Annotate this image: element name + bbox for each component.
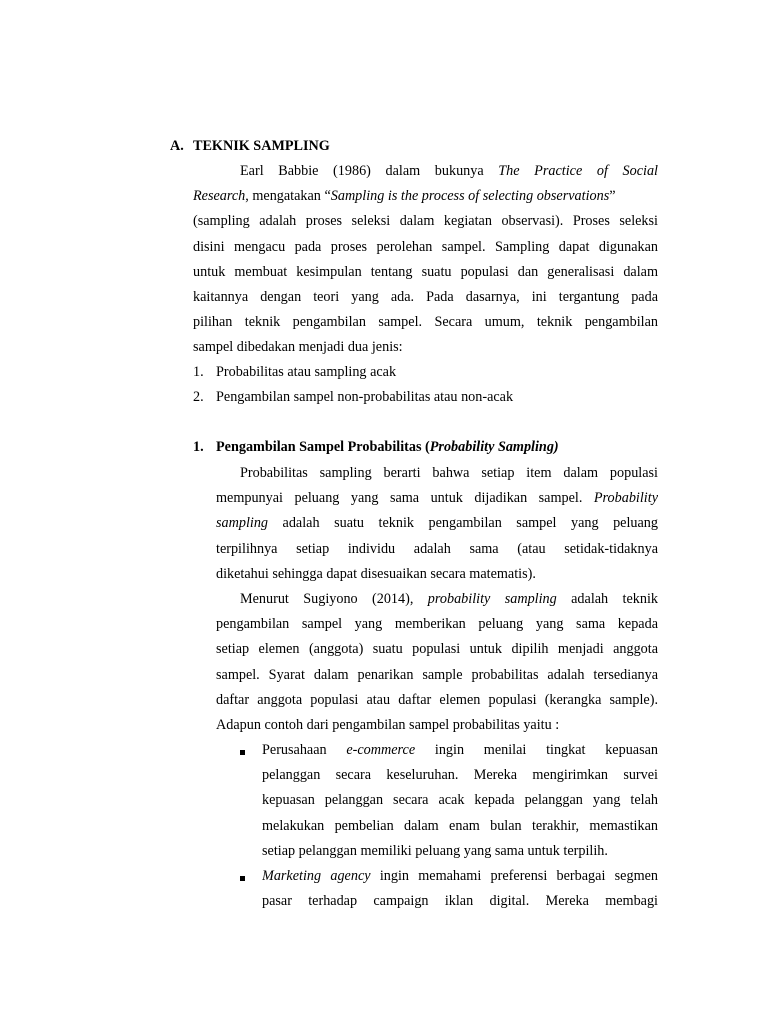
section-title: TEKNIK SAMPLING <box>193 138 330 154</box>
b1-line-5: setiap pelanggan memiliki peluang yang sama untuk terpilih. <box>262 842 608 859</box>
b1-line-4: melakukan pembelian dalam enam bulan terakhir, memastikan <box>262 817 658 834</box>
intro-line-7: pilihan teknik pengambilan sampel. Secara umum, teknik pengambilan <box>193 314 658 331</box>
p1-line-2: mempunyai peluang yang sama untuk dijadikan sampel. Probability <box>216 490 658 507</box>
b2-line-2: pasar terhadap campaign iklan digital. Mereka membagi <box>262 893 658 910</box>
list-number: 2. <box>193 389 204 406</box>
intro-line-8: sampel dibedakan menjadi dua jenis: <box>193 339 403 356</box>
p2-line-5: daftar anggota populasi atau daftar elemen populasi (kerangka sample). <box>216 691 658 708</box>
list-item <box>193 385 658 410</box>
p1-line-3: sampling adalah suatu teknik pengambilan sampel yang peluang <box>216 515 658 532</box>
list-text: Pengambilan sampel non-probabilitas atau non-acak <box>216 389 514 406</box>
b1-line-3: kepuasan pelanggan secara acak kepada pelanggan yang telah <box>262 792 658 809</box>
bullet-square-icon <box>240 750 245 755</box>
p2-line-1: Menurut Sugiyono (2014), probability sampling adalah teknik <box>240 591 658 607</box>
list-item <box>193 360 658 385</box>
p1-line-4: terpilihnya setiap individu adalah sama (atau setidak-tidaknya <box>216 540 658 557</box>
bullet-text <box>262 864 658 914</box>
probability-paragraph-2 <box>216 587 658 738</box>
b1-line-2: pelanggan secara keseluruhan. Mereka mengirimkan survei <box>262 767 658 784</box>
p2-line-6: Adapun contoh dari pengambilan sampel probabilitas yaitu : <box>216 716 560 733</box>
probability-paragraph-1 <box>216 461 658 587</box>
p2-line-3: setiap elemen (anggota) suatu populasi untuk dipilih menjadi anggota <box>216 641 658 658</box>
type-list <box>193 360 658 410</box>
example-bullet-1 <box>240 738 658 864</box>
b1-line-1: Perusahaan e-commerce ingin menilai tingkat kepuasan <box>262 742 658 758</box>
p1-line-5: diketahui sehingga dapat disesuaikan secara matematis). <box>216 565 536 582</box>
section-label: A. <box>170 138 184 154</box>
list-text: Probabilitas atau sampling acak <box>216 364 397 380</box>
intro-line-1: Earl Babbie (1986) dalam bukunya The Practice of Social <box>240 163 658 179</box>
bullet-square-icon <box>240 876 245 881</box>
subsection-title: Pengambilan Sampel Probabilitas (Probability Sampling) <box>216 439 559 455</box>
intro-line-4: disini mengacu pada proses perolehan sampel. Sampling dapat digunakan <box>193 238 658 255</box>
p1-line-1: Probabilitas sampling berarti bahwa setiap item dalam populasi <box>240 465 658 481</box>
p2-line-4: sampel. Syarat dalam penarikan sample probabilitas adalah tersedianya <box>216 666 658 683</box>
b2-line-1: Marketing agency ingin memahami preferensi berbagai segmen <box>262 868 658 884</box>
list-number: 1. <box>193 364 204 380</box>
intro-line-2: Research, mengatakan “Sampling is the process of selecting observations” <box>193 188 616 205</box>
p2-line-2: pengambilan sampel yang memberikan peluang yang sama kepada <box>216 616 658 633</box>
subsection-number: 1. <box>193 439 204 455</box>
subsection-heading <box>193 435 663 461</box>
intro-line-3: (sampling adalah proses seleksi dalam kegiatan observasi). Proses seleksi <box>193 213 658 230</box>
intro-line-6: kaitannya dengan teori yang ada. Pada dasarnya, ini tergantung pada <box>193 288 658 305</box>
intro-paragraph <box>193 159 658 361</box>
example-bullet-2 <box>240 864 658 914</box>
bullet-text <box>262 738 658 864</box>
intro-line-5: untuk membuat kesimpulan tentang suatu populasi dan generalisasi dalam <box>193 263 658 280</box>
